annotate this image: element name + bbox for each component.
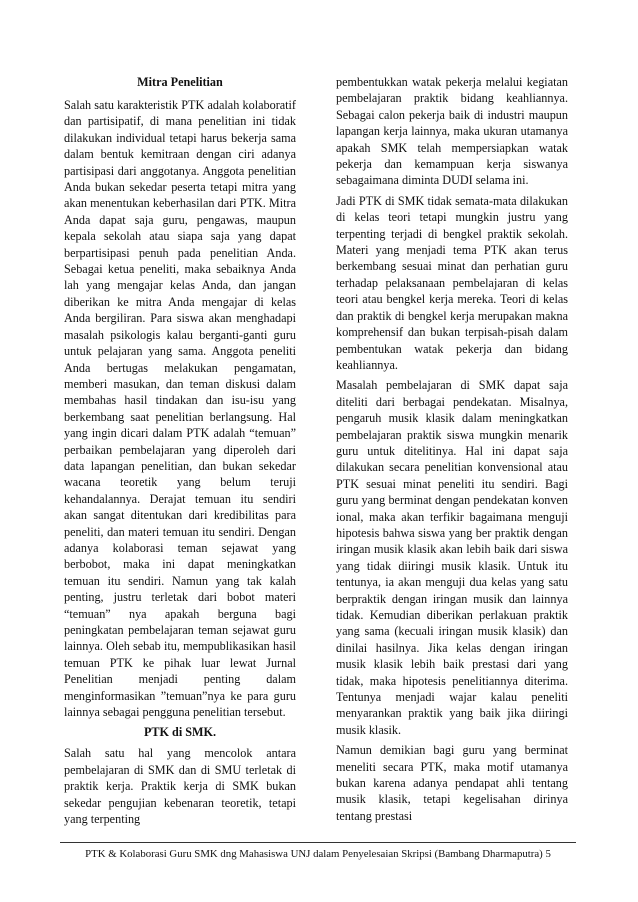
paragraph-namun-demikian: Namun demikian bagi guru yang berminat meneliti secara PTK, maka motif utamanya bukan karena adanya pendapat ahli tentang musik klasik, tetapi kegelisahan dirinya tentang prestasi [336, 743, 568, 823]
paragraph-ptk-di-smk-intro: Salah satu hal yang mencolok antara pembelajaran di SMK dan di SMU terletak di praktik kerja. Praktik kerja di SMK bukan sekedar pengujian kebenaran teoretik, tetapi yang terpenting [64, 746, 296, 827]
paragraph-jadi-ptk-di-smk: Jadi PTK di SMK tidak semata-mata dilakukan di kelas teori tetapi mungkin justru yang terpenting terjadi di bengkel praktik sekolah. Materi yang menjadi tema PTK akan terus berkembang sesuai minat dan perhatian guru terhadap pelaksanaan pembelajaran di kelas teori atau bengkel kerja mereka. Teori di kelas dan praktik di bengkel kerja merupakan makna komprehensif dan bukan terpisah-pisah dalam pembentukan watak pekerja dan bidang keahliannya. [336, 193, 568, 372]
section-heading-ptk-di-smk: PTK di SMK. [143, 725, 217, 740]
paragraph-watak-pekerja: pembentukkan watak pekerja melalui kegiatan pembelajaran praktik bidang keahliannya. Sebagai calon pekerja baik di industri maupun lapangan kerja lainnya, maka ukuran utamanya apakah SMK telah mempersiapkan watak pekerja dan kemampuan kerja siswanya sebagaimana diminta DUDI selama ini. [336, 75, 568, 188]
left-column [64, 74, 296, 831]
right-column [336, 74, 568, 828]
page-footer: PTK & Kolaborasi Guru SMK dng Mahasiswa UNJ dalam Penyelesaian Skripsi (Bambang Dharmaputra) 5 [85, 848, 551, 860]
paragraph-masalah-pembelajaran: Masalah pembelajaran di SMK dapat saja diteliti dari berbagai pendekatan. Misalnya, pengaruh musik klasik dalam meningkatkan pembelajaran praktik siswa mungkin menarik guru untuk ditelitinya. Hal ini dapat saja dilakukan secara penelitian konvensional atau PTK sesuai minat peneliti itu sendiri. Bagi guru yang berminat dengan pendekatan konven ional, maka akan terfikir bagaimana menguji hipotesis bahwa siswa yang ber praktik dengan iringan musik klasik akan lebih baik dari siswa yang tidak diiringi musik klasik. Untuk itu tentunya, ia akan menguji dua kelas yang satu berpraktik dengan iringan musik dan lainnya tidak. Kemudian diberikan perlakuan praktik yang sama (kecuali iringan musik klasik) dan dinilai hasilnya. Jika kelas dengan iringan musik klasik lebih baik prestasi dari yang tidak, maka hipotesis penelitiannya diterima. Tentunya menjadi wajar kalau peneliti menyarankan praktik yang baik jika diiringi musik klasik. [336, 378, 568, 737]
section-heading-mitra-penelitian: Mitra Penelitian [137, 75, 223, 89]
footer-divider [60, 842, 576, 843]
paragraph-mitra-penelitian: Salah satu karakteristik PTK adalah kolaboratif dan partisipatif, di mana penelitian ini tidak dilakukan individual tetapi harus bekerja sama dalam bentuk kemitraan dengan ciri adanya partisipasi dari anggotanya. Anggota penelitian Anda bukan sekedar peserta tetapi mitra yang akan menentukan keberhasilan dari PTK. Mitra Anda dapat saja guru, pengawas, maupun kepala sekolah atau siapa saja yang dapat berpartisipasi penuh pada penelitian Anda. Sebagai ketua peneliti, maka sebaiknya Anda lah yang mengajar kelas Anda, dan jangan diberikan ke mitra Anda mengajar di kelas Anda bergiliran. Para siswa akan menghadapi masalah psikologis kalau berganti-ganti guru untuk pelajaran yang sama. Anggota peneliti Anda bertugas melakukan pengamatan, memberi masukan, dan teman diskusi dalam membahas hasil tindakan dan isu-isu yang berkembang saat penelitian berlangsung. Hal yang ingin dicari dalam PTK adalah “temuan” perbaikan pembelajaran yang diperoleh dari data lapangan penelitian, dan bukan sekedar wacana teoretik yang belum teruji kehandalannya. Derajat temuan itu sendiri akan sangat ditentukan dari kredibilitas para peneliti, dan materi temuan itu sendiri. Dengan adanya kolaborasi teman sejawat yang berbobot, maka ini dapat meningkatkan temuan itu sendiri. Namun yang tak kalah penting, justru terletak dari bobot materi “temuan” nya apakah berguna bagi peningkatan pembelajaran teman sejawat guru lainnya. Oleh sebab itu, mempublikasikan hasil temuan PTK ke pihak luar lewat Jurnal Penelitian menjadi penting dalam menginformasikan ”temuan”nya ke para guru lainnya sebagai pengguna penelitian tersebut. [64, 98, 296, 720]
